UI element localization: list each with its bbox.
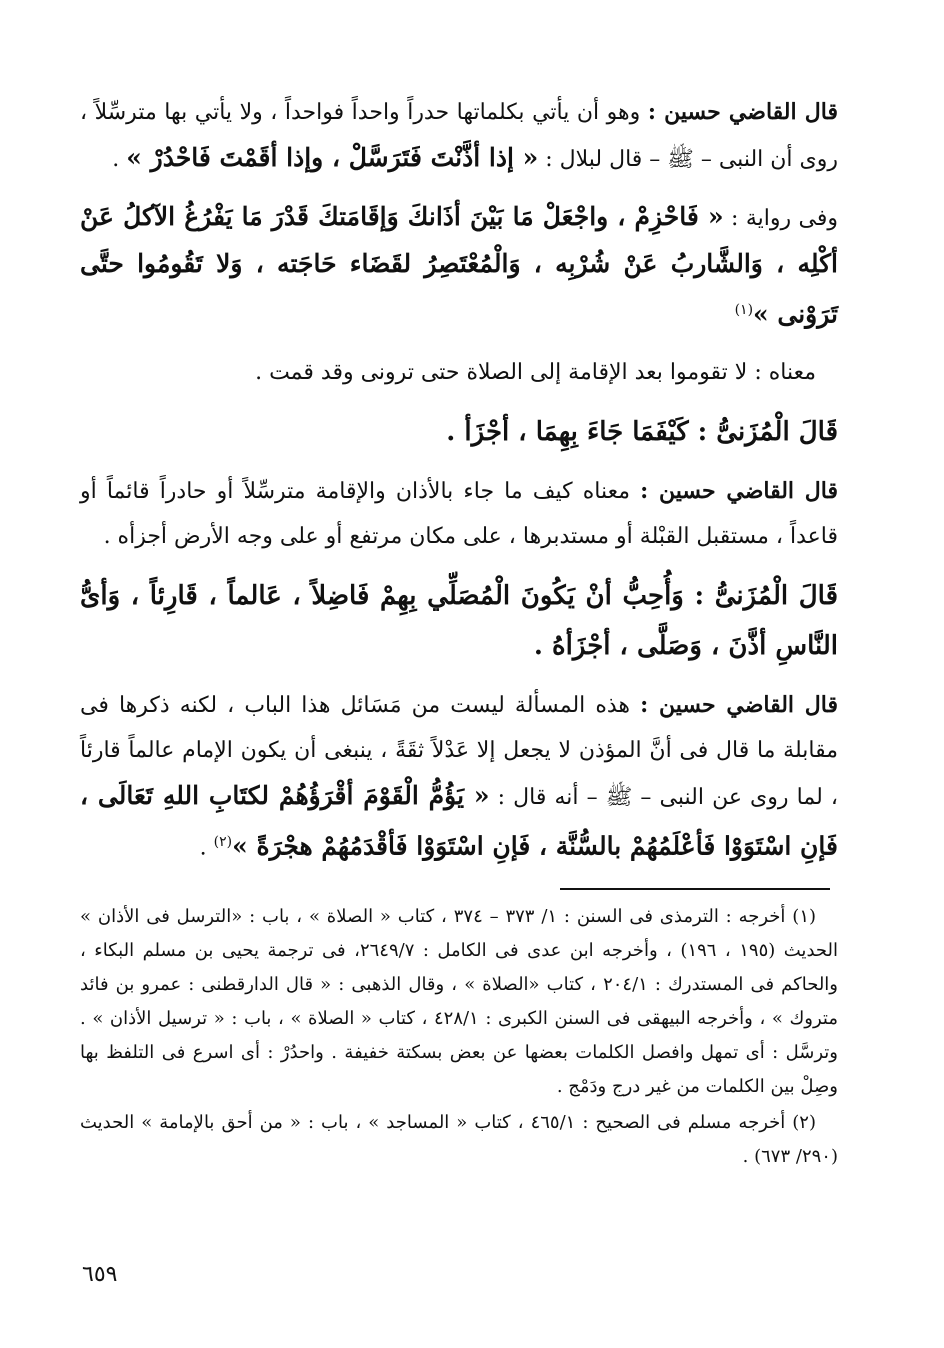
speaker-label: قال القاضي حسين :	[647, 99, 838, 125]
paragraph-tail: .	[199, 835, 214, 861]
paragraph-meaning	[80, 350, 838, 395]
speaker-label: قال القاضي حسين :	[640, 478, 838, 505]
paragraph-muzani-1	[80, 407, 838, 457]
paragraph-tail: .	[112, 147, 127, 172]
paragraph-text: معناه كيف ما جاء بالأذان والإقامة مترسِّلاً أو حادراً قائماً أو قاعداً ، مستقبل القبْلة أو مستدبرها ، على مكان مرتفع أو على وجه الأرض أجزأه .	[80, 479, 838, 550]
hadith-quote: « إذا أذَّنْتَ فَتَرَسَّلْ ، وإذا أقَمْتَ فَاحْدُرْ »	[126, 143, 539, 172]
paragraph-text: وهو أن يأتي بكلماتها حدراً واحداً فواحداً ، ولا يأتي بها مترسِّلاً ، روى أن النبى – ﷺ – قال لبلال :	[80, 100, 838, 172]
hadith-quote: « يَؤُمُّ الْقَوْمَ أقْرَؤُهُمْ لكتَابِ اللهِ تَعَالَى ، فَإنِ اسْتَوَوْا فَأعْلَمُهُمْ بالسُّنَّة ، فَإنِ اسْتَوَوْا فَأقْدَمُهُمْ هجْرَةً »	[80, 781, 838, 861]
footnote-1: (١) أخرجه : الترمذى فى السنن : ١/ ٣٧٣ – ٣٧٤ ، كتاب « الصلاة » ، باب : «الترسل فى الأذان » الحديث (١٩٥ ، ١٩٦) ، وأخرجه ابن عدى فى الكامل : ٢٦٤٩/٧، فى ترجمة يحيى بن مسلم البكاء ، والحاكم فى المستدرك : ٢٠٤/١ ، كتاب «الصلاة » ، وقال الذهبى : « قال الدارقطنى : عمرو بن فائد متروك » ، وأخرجه البيهقى فى السنن الكبرى : ٤٢٨/١ ، كتاب « الصلاة » ، باب : « ترسيل الأذان » . وترسَّل : أى تمهل وافصل الكلمات بعضها عن بعض بسكتة خفيفة . واحدُرْ : أى اسرع فى التلفظ بها وصِلْ بين الكلمات من غير درج ودَمْج .	[80, 906, 838, 1097]
footnotes	[80, 900, 838, 1176]
hadith-quote: « فَاحْزِمْ ، واجْعَلْ مَا بَيْنَ أذَانكَ وَإقَامَتكَ قَدْرَ مَا يَفْرُغُ الآكلُ عَنْ أكْلِه ، وَالشَّاربُ عَنْ شُرْبِه ، وَالْمُعْتَصِرُ لقَضَاء حَاجَته ، وَلا تَقُومُوا حتَّى تَرَوْنى »	[80, 202, 838, 329]
footnote-2: (٢) أخرجه مسلم فى الصحيح : ٤٦٥/١ ، كتاب « المساجد » ، باب : « من أحق بالإمامة » الحديث (٢٩٠/ ٦٧٣) .	[80, 1112, 838, 1167]
paragraph-text: وفى رواية :	[723, 206, 838, 231]
paragraph-qadi-hussein-3	[80, 683, 838, 870]
footnote-ref-2: (٢)	[213, 834, 233, 851]
matn-text: قَالَ الْمُزَنىُّ : وَأُحِبُّ أنْ يَكُونَ الْمُصَلِّي بِهِمْ فَاضِلاً ، عَالماً ، قَارِئاً ، وَأىُّ النَّاسِ أذَّنَ ، وَصَلَّى ، أجْزَأهُ .	[80, 581, 838, 662]
page-number: ٦٥٩	[82, 1262, 118, 1287]
paragraph-riwaya	[80, 194, 838, 338]
paragraph-muzani-2	[80, 571, 838, 671]
speaker-label: قال القاضي حسين :	[640, 692, 838, 719]
paragraph-text: هذه المسألة ليست من مَسَائل هذا الباب ، لكنه ذكرها فى مقابلة ما قال فى أنَّ المؤذن لا يجعل إلا عَدْلاً ثقَةً ، ينبغى أن يكون الإمام عالماً قارئاً ، لما روى عن النبى – ﷺ – أنه قال :	[80, 693, 838, 811]
paragraph-qadi-hussein-1	[80, 90, 838, 182]
footnote-ref-1: (١)	[734, 302, 754, 318]
footnote-divider	[560, 888, 830, 890]
main-text	[80, 90, 838, 883]
paragraph-text: معناه : لا تقوموا بعد الإقامة إلى الصلاة حتى ترونى وقد قمت .	[255, 360, 816, 386]
paragraph-qadi-hussein-2	[80, 469, 838, 559]
matn-text: قَالَ الْمُزَنىُّ : كَيْفَمَا جَاءَ بِهِمَا ، أجْزَأ .	[446, 417, 838, 448]
